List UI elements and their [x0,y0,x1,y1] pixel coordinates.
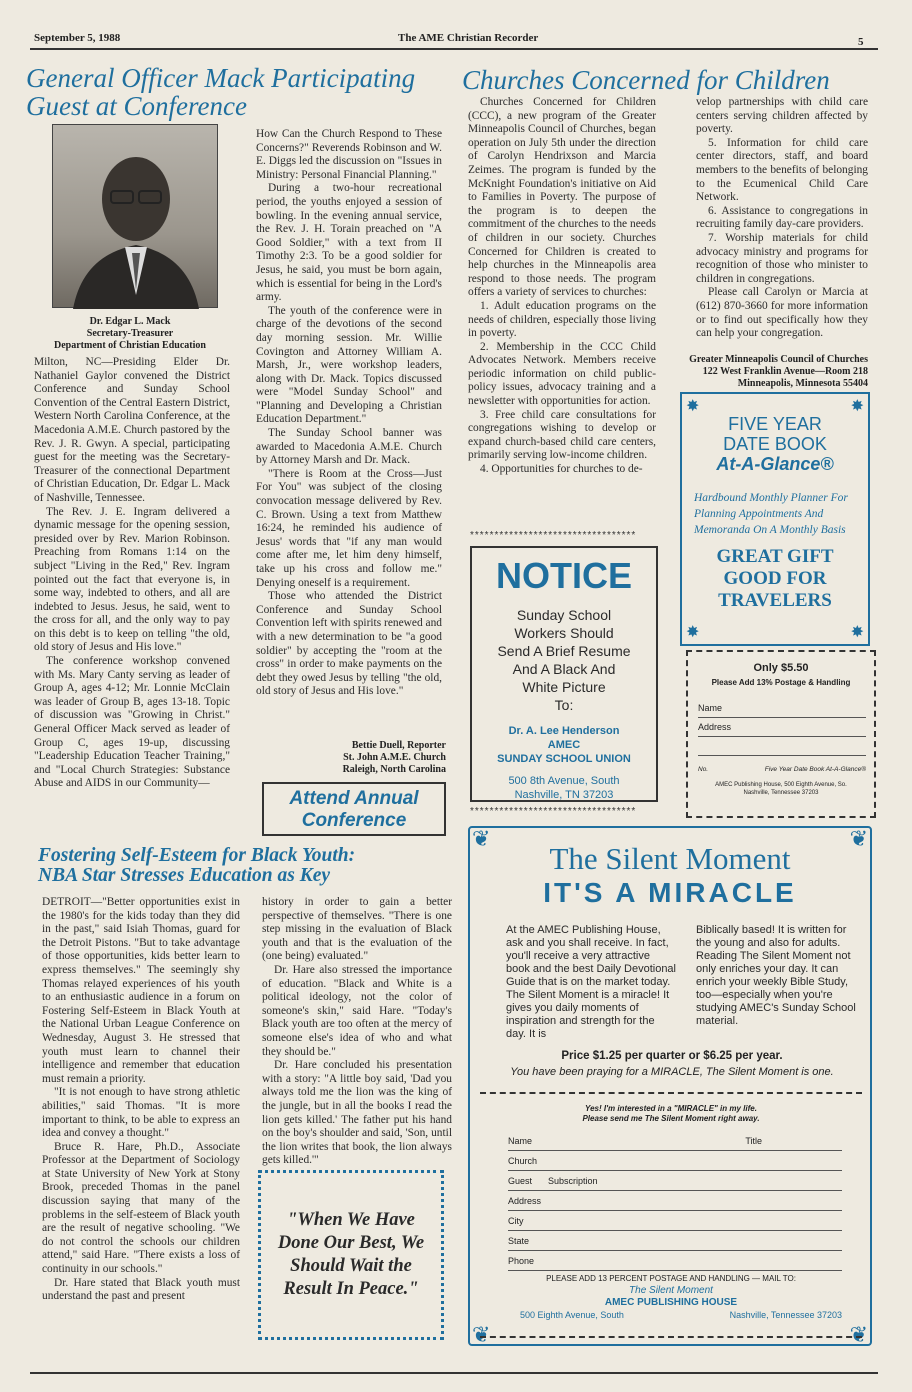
article1-byline [256,740,446,776]
form-state-field[interactable] [508,1234,842,1251]
datebook-gift1: GREAT GIFT [716,546,834,567]
org-name: Greater Minneapolis Council of Churches [689,354,868,365]
article2-contact: Please call Carolyn or Marcia at (612) 870-3660 for more information or to find out specifically how they can help your congregation. [696,286,868,340]
datebook-gift3: TRAVELERS [718,590,832,611]
article3-column2 [262,896,452,1167]
article3-paragraph2: "It is not enough to have strong athletic abilities," said Thomas. "It is more important to think, to be able to express an idea and convey a thought." [42,1086,240,1140]
silent-moment-left-text: At the AMEC Publishing House, ask and you shall receive. In fact, you'll receive a very attractive book and the best Daily Devotional Guide that is on the market today. The Silent Moment is a miracle! It gives you daily moments of inspiration and strength for the day. It is [506,924,676,1040]
article2-item4: 4. Opportunities for churches to de- [480,463,643,476]
article3-paragraph6: Dr. Hare also stressed the importance of education. "Black and White is a political ideology, not the color of someone's skin," said Hare. "Today's Black youth are too often at the mercy of someone else's idea of who and what they should be." [262,963,452,1058]
datebook-name-label: Name [698,703,723,713]
form-title-label: Title [745,1136,762,1146]
org-city: Minneapolis, Minnesota 55404 [737,378,868,389]
notice-line5: White Picture [522,679,606,695]
form-name-label: Name [508,1136,533,1146]
masthead-date: September 5, 1988 [34,32,121,44]
notice-box [470,546,658,802]
article2-item3: 3. Free child care consultations for congregations wishing to develop or expand church-based child care centers, primarily serving low-income children. [468,408,656,462]
datebook-item-label: Five Year Date Book At-A-Glance® [764,766,866,773]
form-city-field[interactable] [508,1214,842,1231]
article1-headline-line1: General Officer Mack Participating [26,63,416,93]
article2-item1: 1. Adult education programs on the needs of children, especially those living in poverty. [468,299,656,340]
notice-body [472,606,656,714]
silent-moment-right-text: Biblically based! It is written for the young and also for adults. Reading The Silent Moment not only enriches your day. It can enrich your weekly Bible Study, too—especially when you're studying AMEC's Sunday School material. [696,924,856,1027]
form-heading2: Please send me The Silent Moment right away. [582,1114,760,1123]
form-church-label: Church [508,1156,538,1166]
notice-addr1: 500 8th Avenue, South [508,775,620,787]
form-city-label: City [508,1216,524,1226]
article2-intro: Churches Concerned for Children (CCC), a new program of the Greater Minneapolis Council of Churches, began operation on July 5th under the direction of Carolyn Hendrixson and Marcia Zeimes. The program is funded by the McKnight Foundation's initiative on Aid to Families in Poverty. The purpose of the program is to deepen the commitment of the churches to the needs of children in our society. Churches Concerned for Children is created to help churches in the Minneapolis area respond to those needs. The program offers a variety of services to churches: [468,96,656,299]
notice-line1: Sunday School [516,607,612,623]
article1-paragraph5: During a two-hour recreational period, the youths enjoyed a session of bowling. In the evening annual service, the Rev. J. H. Torain preached on "A Good Soldier," with a text from II Timothy 2:3. To be a good soldier for Jesus, he said, you must be born again, which is essential for being in the Lord's army. [256,182,442,304]
form-mail-to [480,1273,862,1321]
datebook-address-label: Address [698,722,732,732]
attend-box-line2: Conference [301,810,407,831]
form-heading [480,1104,862,1124]
silent-moment-ad [468,826,872,1346]
photo-caption [30,316,230,352]
notice-org1: AMEC [547,739,581,751]
form-address-field[interactable] [508,1194,842,1211]
article2-headline: Churches Concerned for Children [462,65,830,95]
form-church-field[interactable] [508,1154,842,1171]
article3-paragraph5: history in order to gain a better perspective of themselves. "There is one step missing in the evaluation of Black youth and that is the evaluation of the (one being) evaluated." [262,896,452,963]
masthead-page-number: 5 [858,36,864,48]
silent-moment-form [480,1092,862,1338]
article1-paragraph7: The Sunday School banner was awarded to Macedonia A.M.E. Church by Attorney Marsh and Dr. Mack. [256,427,442,467]
page-bottom-rule [30,1372,878,1374]
portrait-photo [52,124,218,308]
form-mail1: PLEASE ADD 13 PERCENT POSTAGE AND HANDLING — MAIL TO: [546,1274,796,1283]
attend-box-line1: Attend Annual [289,788,419,809]
article3-paragraph3: Bruce R. Hare, Ph.D., Associate Professor at the Department of Sociology at State University of New York at Stony Brook, preceded Thomas in the panel discussion saying that many of the problems in the self-esteem of Black youth are the result of negative schooling. "We do not control the schools our children attend," said Hare. "There exists a loss of continuity in our schools." [42,1140,240,1276]
notice-title: NOTICE [495,555,632,596]
article3-paragraph4: Dr. Hare stated that Black youth must understand the past and present [42,1276,240,1303]
notice-line2: Workers Should [514,625,614,641]
datebook-gift2: GOOD FOR [723,568,827,589]
datebook-house1: AMEC Publishing House, 500 Eighth Avenue, So. [715,782,847,788]
ornament-top-left: ❦ [472,826,491,851]
masthead-rule [30,48,878,50]
article3-headline-line2: NBA Star Stresses Education as Key [38,865,331,887]
article2-column1 [468,96,656,526]
org-street: 122 West Franklin Avenue—Room 218 [702,366,868,377]
article3-headline-line1: Fostering Self-Esteem for Black Youth: [38,845,356,866]
quote-box [258,1170,444,1340]
silent-moment-subtitle: IT'S A MIRACLE [543,877,797,908]
article1-paragraph1: Milton, NC—Presiding Elder Dr. Nathaniel Gaylor convened the District Conference and Sunday School Convention of the Central Eastern District, Western North Carolina Conference, at the Macedonia A.M.E. Church pastored by the Rev. J. R. Gwyn. A special, participating guest for the meeting was the Secretary-Treasurer of the connectional Department of Christian Education, Dr. Edgar L. Mack of Nashville, Tennessee. [34,356,230,504]
ornament-top-right: ❦ [849,826,868,851]
notice-org2: SUNDAY SCHOOL UNION [497,753,631,765]
datebook-address-field[interactable] [698,720,866,737]
datebook-address-field-2[interactable] [698,739,866,756]
notice-stars-bottom: ********************************** [470,806,637,817]
datebook-line1: FIVE YEAR [728,414,822,434]
datebook-gift [682,546,868,612]
article1-paragraph4: How Can the Church Respond to These Concerns?" Reverends Robinson and W. E. Diggs led the discussion on "Issues in Ministry: Personal Financial Planning." [256,128,442,181]
datebook-name-field[interactable] [698,701,866,718]
notice-name: Dr. A. Lee Henderson [508,725,620,737]
notice-addr2: Nashville, TN 37203 [514,789,614,801]
datebook-star-left: ✸ [686,398,700,415]
form-mail3: AMEC PUBLISHING HOUSE [604,1297,738,1308]
notice-address [472,774,656,802]
datebook-star-bottom-left: ✸ [686,624,700,641]
form-address-label: Address [508,1196,542,1206]
ornament-bottom-right: ❦ [849,1322,868,1347]
datebook-order-line [698,766,866,773]
article1-paragraph6: The youth of the conference were in charge of the devotions of the second day morning session. Mr. Willie Covington and Attorney William A. Marsh, Jr., were workshop leaders, along with Dr. Mack. Topics discussed were "Model Sunday School" and "Planning and Developing a Christian Education Department." [256,304,442,426]
form-name-field[interactable] [508,1134,842,1151]
datebook-order-coupon [686,650,876,818]
form-phone-label: Phone [508,1256,535,1266]
notice-line4: And A Black And [512,661,616,677]
article1-column1 [34,356,230,836]
ornament-bottom-left: ❦ [472,1322,491,1347]
article2-column2 [696,96,868,354]
article1-paragraph8: "There is Room at the Cross—Just For You" was subject of the closing convocation message delivered by Rev. C. Brown. Using a text from Matthew 16:24, he reminded his audience of Jesus' words that "if any man would come after me, let him deny himself, take up his cross and follow me." Denying oneself is a requirement. [256,467,442,589]
article1-headline [26,64,456,121]
form-phone-field[interactable] [508,1254,842,1271]
silent-moment-praying: You have been praying for a MIRACLE, The Silent Moment is one. [510,1066,834,1078]
article2-continuation: velop partnerships with child care centers serving children affected by poverty. [696,96,868,136]
article2-item6: 6. Assistance to congregations in recruiting family day-care providers. [696,204,868,231]
byline-church: St. John A.M.E. Church [343,752,446,763]
form-mail5: Nashville, Tennessee 37203 [729,1310,842,1320]
datebook-line2: DATE BOOK [723,434,827,454]
silent-moment-price: Price $1.25 per quarter or $6.25 per year. [561,1050,783,1062]
article3-paragraph7: Dr. Hare concluded his presentation with a story: "A little boy said, 'Dad you always told me the lion was the king of the jungle, but in all the books I read the lion gets killed.' The father put his hand on the boy's shoulder and said, 'Son, until the lion writes that book, the lion always gets killed.'" [262,1059,452,1167]
datebook-postage: Please Add 13% Postage & Handling [711,678,851,687]
datebook-star-bottom-right: ✸ [850,624,864,641]
article1-column2 [256,128,442,734]
caption-title: Secretary-Treasurer [86,328,174,339]
notice-line6: To: [554,697,574,713]
form-mail4: 500 Eighth Avenue, South [520,1310,624,1320]
masthead-paper-name: The AME Christian Recorder [398,32,539,44]
form-subscription-label: Subscription [548,1176,598,1186]
article1-paragraph9: Those who attended the District Conference and Sunday School Convention left with spirits renewed and with a new determination to be "a good soldier" by accepting the "room at the cross" in order to make payments on the debt they owed Jesus by telling "the old, old story of Jesus and His love." [256,590,442,698]
caption-name: Dr. Edgar L. Mack [89,316,171,327]
form-mail-address [480,1309,862,1321]
datebook-house2: Nashville, Tennessee 37203 [743,790,819,796]
article1-headline-line2: Guest at Conference [26,91,247,122]
silent-moment-title: The Silent Moment [549,841,791,876]
article2-item7: 7. Worship materials for child advocacy ministry and programs for recognition of those who minister to children in congregations. [696,231,868,285]
notice-stars-top: ********************************** [470,530,637,541]
article3-column1 [42,896,240,1370]
attend-conference-box [262,782,446,836]
portrait-figure [53,125,219,309]
notice-recipient [472,724,656,766]
datebook-price: Only $5.50 [753,662,809,674]
article2-item5: 5. Information for child care center directors, staff, and board members to the benefits of belonging to the Ecumenical Child Care Network. [696,136,868,204]
article2-organization [660,354,868,390]
article2-item2: 2. Membership in the CCC Child Advocates Network. Members receive periodic information on child public-policy issues, advocacy training and a newsletter with opportunities for action. [468,340,656,408]
datebook-description: Hardbound Monthly Planner For Planning Appointments And Memoranda On A Monthly Basis [694,492,848,536]
datebook-house [688,781,874,797]
datebook-title [682,414,868,474]
article3-paragraph1: DETROIT—"Better opportunities exist in the 1980's for the kids today than they did in the past," said Isiah Thomas, guard for the Detroit Pistons. "But to take advantage of those opportunities, kids better learn to express themselves." The seemingly shy Thomas relayed experiences of his youth to an enthusiastic audience in a forum on Fostering Self-Esteem in Black Youth at the National Urban League Conference on Wednesday, August 3. He stressed that youth must learn to channel their intelligence and remember that education must remain a priority. [42,896,240,1085]
datebook-ad [680,392,870,646]
datebook-line3: At-A-Glance® [716,454,834,474]
notice-line3: Send A Brief Resume [497,643,631,659]
article1-paragraph3: The conference workshop convened with Ms. Mary Canty serving as leader of Group A, ages 4-12; Mr. Lonnie McClain was leader of Group B, ages 13-18. Topic of discussion was "Growing in Christ." General Officer Mack served as leader of Group C, ages 19-up, discussing "Leadership Education Teacher Training," and "Local Church Strategies: Substance Abuse and AIDS in our Community— [34,655,230,790]
form-heading1: Yes! I'm interested in a "MIRACLE" in my life. [585,1104,757,1113]
byline-city: Raleigh, North Carolina [342,764,446,775]
datebook-star-right: ✸ [850,398,864,415]
article3-headline [38,846,458,887]
datebook-no-label: No. [698,766,709,773]
form-subscription-field[interactable] [508,1174,842,1191]
quote-text: "When We Have Done Our Best, We Should Wait the Result In Peace." [277,1210,425,1299]
form-state-label: State [508,1236,530,1246]
form-guest-label: Guest [508,1176,533,1186]
form-mail2: The Silent Moment [629,1285,713,1296]
caption-department: Department of Christian Education [54,340,206,351]
article1-paragraph2: The Rev. J. E. Ingram delivered a dynamic message for the opening session, presided over by Rev. Marion Robinson. Preaching from Romans 1:14 on the subject "Living in the Red," Rev. Ingram pointed out the fact that everyone is, in some way, indebted to others, and all are indebted to Jesus. Jesus, he said, went to the cross for all, and the only way to pay on this debt is to keep on telling "the old, old story of Jesus and His love." [34,505,230,654]
byline-reporter: Bettie Duell, Reporter [351,740,446,751]
